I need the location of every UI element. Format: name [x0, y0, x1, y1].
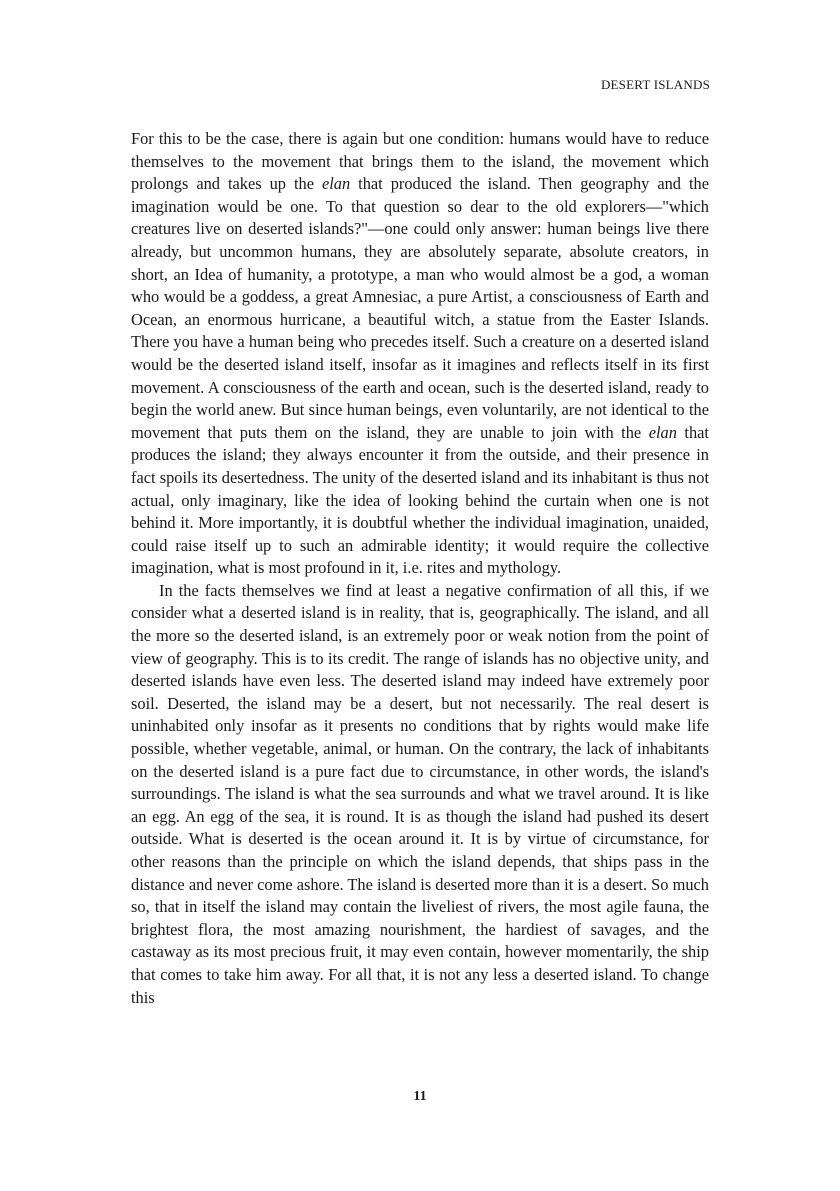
- italic-term-elan: elan: [321, 174, 351, 194]
- paragraph-2: In the facts themselves we find at least a negative confirmation of all this, if we consider what a deserted island is in reality, that is, geographically. The island, and all the more so the deserted island, is an extremely poor or weak notion from the point of view of geography. This is to its credit. The range of islands has no objective unity, and deserted islands have even less. The deserted island may indeed have extremely poor soil. Deserted, the island may be a desert, but not necessarily. The real desert is uninhabited only insofar as it presents no conditions that by rights would make life possible, whether vegetable, animal, or human. On the contrary, the lack of inhabitants on the deserted island is a pure fact due to circumstance, in other words, the island's surroundings. The island is what the sea surrounds and what we travel around. It is like an egg. An egg of the sea, it is round. It is as though the island had pushed its desert outside. What is deserted is the ocean around it. It is by virtue of circumstance, for other reasons than the principle on which the island depends, that ships pass in the distance and never come ashore. The island is deserted more than it is a desert. So much so, that in itself the island may contain the liveliest of rivers, the most agile fauna, the brightest flora, the most amazing nourishment, the hardiest of savages, and the castaway as its most precious fruit, it may even contain, however momentarily, the ship that comes to take him away. For all that, it is not any less a deserted island. To change this: [131, 580, 709, 1007]
- page-number: 11: [413, 1089, 427, 1104]
- paragraph-1: [131, 128, 709, 580]
- paragraph-1-part-3: that produces the island; they always encounter it from the outside, and their presence in fact spoils its desertedness. The unity of the deserted island and its inhabitant is thus not actual, only imaginary, like the idea of looking behind the curtain when one is not behind it. More importantly, it is doubtful whether the individual imagination, unaided, could raise itself up to such an admirable identity; it would require the collective imagination, what is most profound in it, i.e. rites and mythology.: [131, 422, 709, 578]
- body-text: [131, 128, 709, 1009]
- paragraph-1-part-2: that produced the island. Then geography and the imagination would be one. To that question so dear to the old explorers—"which creatures live on deserted islands?"—one could only answer: human beings live there already, but uncommon humans, they are absolutely separate, absolute creators, in short, an Idea of humanity, a prototype, a man who would almost be a god, a woman who would be a goddess, a great Amnesiac, a pure Artist, a consciousness of Earth and Ocean, an enormous hurricane, a beautiful witch, a statue from the Easter Islands. There you have a human being who precedes itself. Such a creature on a deserted island would be the deserted island itself, insofar as it imagines and reflects itself in its first movement. A consciousness of the earth and ocean, such is the deserted island, ready to begin the world anew. But since human beings, even voluntarily, are not identical to the movement that puts them on the island, they are unable to join with the: [131, 174, 709, 442]
- running-header: DESERT ISLANDS: [600, 77, 710, 92]
- italic-term-elan: elan: [648, 422, 677, 442]
- paragraph-1-part-1: For this to be the case, there is again but one condition: humans would have to reduce themselves to the movement that brings them to the island, the movement which prolongs and takes up the: [131, 129, 709, 194]
